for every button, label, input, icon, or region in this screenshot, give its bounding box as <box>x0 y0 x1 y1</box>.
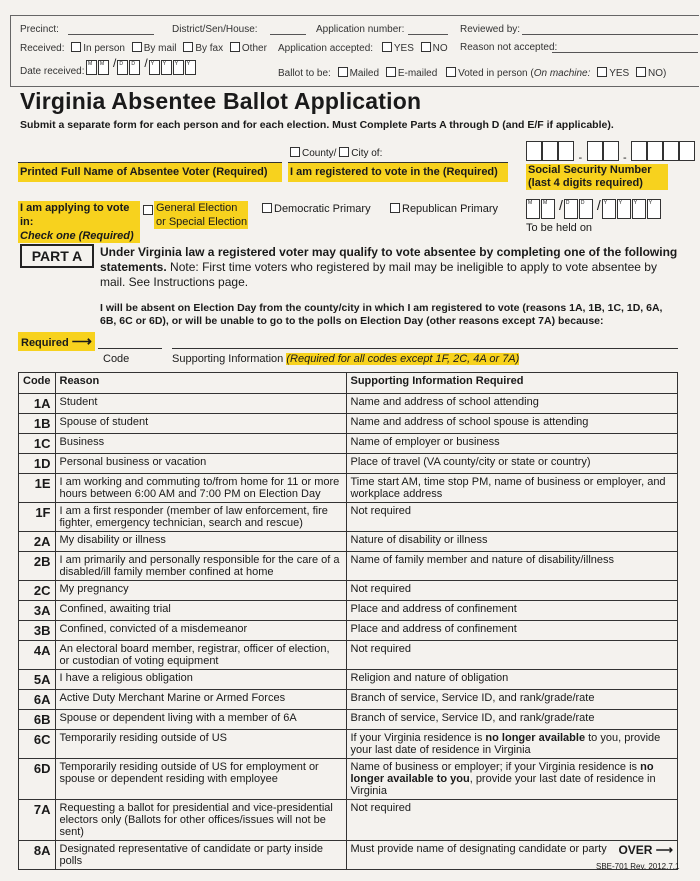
election-date-boxes[interactable]: M M / D D / Y Y Y Y <box>526 199 662 219</box>
row-reason: I am working and commuting to/from home for 11 or more hours between 6:00 AM and 7:00 PM on Election Day <box>55 474 346 503</box>
city-label: City of: <box>351 148 383 159</box>
date-digit-box[interactable]: Y <box>149 60 160 75</box>
date-digit-box[interactable]: Y <box>173 60 184 75</box>
emailed-checkbox[interactable] <box>386 67 396 77</box>
row-info: Not required <box>346 581 678 601</box>
supporting-info-field[interactable] <box>172 348 678 349</box>
row-code: 7A <box>19 800 56 841</box>
ssn-title: Social Security Number <box>528 164 652 176</box>
date-digit-box[interactable]: D <box>579 199 593 219</box>
row-info: Branch of service, Service ID, and rank/grade/rate <box>346 690 678 710</box>
row-code: 1A <box>19 394 56 414</box>
row-info: Name of family member and nature of disability/illness <box>346 552 678 581</box>
date-digit-box[interactable]: M <box>98 60 109 75</box>
precinct-label: Precinct: <box>20 24 59 35</box>
row-reason: Temporarily residing outside of US for employment or spouse or dependent residing with employee <box>55 759 346 800</box>
date-digit-box[interactable]: Y <box>617 199 631 219</box>
dem-primary-label: Democratic Primary <box>274 203 371 215</box>
machine-yes-checkbox[interactable] <box>597 67 607 77</box>
county-label: County/ <box>302 148 337 159</box>
row-reason: My pregnancy <box>55 581 346 601</box>
mailed-label: Mailed <box>349 68 380 79</box>
header-code: Code <box>19 373 56 394</box>
app-number-label: Application number: <box>316 24 405 35</box>
check-one: Check one (Required) <box>20 230 134 242</box>
row-reason: Designated representative of candidate or party inside polls <box>55 841 346 870</box>
machine-no-label: NO) <box>647 68 667 79</box>
date-digit-box[interactable]: Y <box>647 199 661 219</box>
machine-yes-label: YES <box>609 68 630 79</box>
table-row <box>19 670 678 690</box>
row-code: 6D <box>19 759 56 800</box>
row-reason: Temporarily residing outside of US <box>55 730 346 759</box>
table-row <box>19 552 678 581</box>
county-city-row <box>290 147 382 159</box>
row-code: 1F <box>19 503 56 532</box>
row-info: Not required <box>346 641 678 670</box>
info-part: , provide your last date of residence in Virginia <box>350 773 656 797</box>
table-row <box>19 503 678 532</box>
row-reason: An electoral board member, registrar, officer of election, or custodian of voting equipment <box>55 641 346 670</box>
rep-primary-checkbox[interactable] <box>390 203 400 213</box>
table-header-row <box>19 373 678 394</box>
table-row <box>19 621 678 641</box>
accepted-no-checkbox[interactable] <box>421 42 431 52</box>
info-part: Name of business or employer; if your Virginia residence is <box>350 761 641 773</box>
date-digit-box[interactable]: M <box>541 199 555 219</box>
row-code: 3A <box>19 601 56 621</box>
required-text: Required <box>21 337 69 349</box>
info-bold: no longer available to you <box>350 761 654 785</box>
general-label: General Election <box>156 202 238 214</box>
table-row <box>19 800 678 841</box>
table-row <box>19 581 678 601</box>
over-text: OVER <box>618 843 653 857</box>
row-code: 1B <box>19 414 56 434</box>
supporting-note: (Required for all codes except 1F, 2C, 4A or 7A) <box>286 353 520 365</box>
dem-primary-checkbox[interactable] <box>262 203 272 213</box>
row-code: 1D <box>19 454 56 474</box>
part-a-intro <box>100 245 680 290</box>
row-code: 5A <box>19 670 56 690</box>
app-number-field[interactable] <box>408 22 448 35</box>
row-code: 2A <box>19 532 56 552</box>
row-reason: Confined, convicted of a misdemeanor <box>55 621 346 641</box>
app-accepted-row <box>278 42 448 54</box>
accepted-yes-label: YES <box>393 43 414 54</box>
row-reason: Active Duty Merchant Marine or Armed Forces <box>55 690 346 710</box>
by-mail-checkbox[interactable] <box>132 42 142 52</box>
row-info: Branch of service, Service ID, and rank/grade/rate <box>346 710 678 730</box>
held-on-label: To be held on <box>526 222 593 234</box>
row-code: 1E <box>19 474 56 503</box>
row-info: Place and address of confinement <box>346 601 678 621</box>
mailed-checkbox[interactable] <box>338 67 348 77</box>
row-reason: My disability or illness <box>55 532 346 552</box>
printed-name-label[interactable]: Printed Full Name of Absentee Voter (Required) <box>18 162 282 182</box>
ballot-label: Ballot to be: <box>278 68 331 79</box>
page-title: Virginia Absentee Ballot Application <box>20 88 422 114</box>
district-field[interactable] <box>270 22 306 35</box>
row-reason: Business <box>55 434 346 454</box>
arrow-right-icon: ⟶ <box>71 333 92 349</box>
row-info: Place of travel (VA county/city or state or country) <box>346 454 678 474</box>
part-a-note: Note: First time voters who registered by mail may be ineligible to apply to vote absentee by mail. See Instructions page. <box>100 260 657 289</box>
other-label: Other <box>241 43 267 54</box>
by-mail-label: By mail <box>143 43 177 54</box>
table-row <box>19 454 678 474</box>
applying-label <box>18 201 140 243</box>
ssn-label <box>526 164 668 190</box>
by-fax-checkbox[interactable] <box>183 42 193 52</box>
row-reason: I am a first responder (member of law enforcement, fire fighter, emergency technician, search and rescue) <box>55 503 346 532</box>
row-code: 3B <box>19 621 56 641</box>
dem-primary-option[interactable] <box>262 203 371 215</box>
code-label: Code <box>103 353 130 365</box>
table-row <box>19 710 678 730</box>
table-row <box>19 690 678 710</box>
row-info: Religion and nature of obligation <box>346 670 678 690</box>
general-election-checkbox[interactable] <box>143 205 153 215</box>
row-info: Not required <box>346 503 678 532</box>
row-code: 4A <box>19 641 56 670</box>
applying-title: I am applying to vote in: <box>20 202 130 228</box>
row-code: 2B <box>19 552 56 581</box>
code-field[interactable] <box>98 348 162 349</box>
other-checkbox[interactable] <box>230 42 240 52</box>
page-subtitle: Submit a separate form for each person and for each election. Must Complete Parts A through D (and E/F if applicable). <box>20 119 614 131</box>
table-row <box>19 641 678 670</box>
row-reason: Spouse or dependent living with a member of 6A <box>55 710 346 730</box>
row-code: 6C <box>19 730 56 759</box>
date-received-label: Date received: <box>20 66 85 77</box>
row-reason: Spouse of student <box>55 414 346 434</box>
reviewed-by-field[interactable] <box>522 22 698 35</box>
date-digit-box[interactable]: D <box>129 60 140 75</box>
table-row <box>19 414 678 434</box>
arrow-right-icon: ⟶ <box>655 843 673 857</box>
row-info <box>346 730 678 759</box>
info-bold: no longer available <box>485 732 586 744</box>
reasons-table <box>18 372 678 870</box>
part-a-statement: I will be absent on Election Day from the county/city in which I am registered to vote (reasons 1A, 1B, 1C, 1D, 6A, 6B, 6C or 6D), or will be unable to go to the polls on Election Day (other reasons except 7A) because: <box>100 302 663 327</box>
table-row <box>19 394 678 414</box>
reason-not-accepted-field[interactable] <box>552 40 698 53</box>
row-info: Name and address of school spouse is attending <box>346 414 678 434</box>
row-code: 1C <box>19 434 56 454</box>
supporting-label: Supporting Information <box>172 353 284 365</box>
row-reason: I am primarily and personally responsible for the care of a disabled/ill family member confined at home <box>55 552 346 581</box>
header-supporting: Supporting Information Required <box>346 373 678 394</box>
row-info-text: Must provide name of designating candidate or party <box>350 843 607 855</box>
received-label: Received: <box>20 43 65 54</box>
header-reason: Reason <box>55 373 346 394</box>
emailed-label: E-mailed <box>397 68 438 79</box>
required-label <box>18 332 95 351</box>
on-machine-label: On machine: <box>533 68 591 79</box>
row-info: Name of employer or business <box>346 434 678 454</box>
voted-in-person-label: Voted in person ( <box>458 68 534 79</box>
accepted-no-label: NO <box>432 43 448 54</box>
received-row <box>20 42 267 54</box>
row-info: Nature of disability or illness <box>346 532 678 552</box>
voted-in-person-checkbox[interactable] <box>446 67 456 77</box>
over-label <box>618 843 673 857</box>
table-row <box>19 841 678 870</box>
table-row <box>19 474 678 503</box>
date-digit-box[interactable]: Y <box>632 199 646 219</box>
table-row <box>19 759 678 800</box>
info-part: to you, provide your last date of residence in Virginia <box>350 732 661 756</box>
form-number: SBE-701 Rev. 2012.7.1 <box>596 862 680 871</box>
date-received-boxes[interactable]: M M / D D / Y Y Y Y <box>86 59 197 77</box>
row-info <box>346 759 678 800</box>
row-code: 6B <box>19 710 56 730</box>
part-a-bold-text: Under Virginia law a registered voter may qualify to vote absentee by completing one of the following statements. <box>100 245 678 274</box>
part-a-label: PART A <box>20 244 94 268</box>
by-fax-label: By fax <box>195 43 224 54</box>
table-row <box>19 601 678 621</box>
row-code: 2C <box>19 581 56 601</box>
date-digit-box[interactable]: M <box>86 60 97 75</box>
in-person-checkbox[interactable] <box>71 42 81 52</box>
accepted-yes-checkbox[interactable] <box>382 42 392 52</box>
district-label: District/Sen/House: <box>172 24 258 35</box>
date-digit-box[interactable]: D <box>564 199 578 219</box>
row-info: Place and address of confinement <box>346 621 678 641</box>
row-reason: I have a religious obligation <box>55 670 346 690</box>
row-reason: Personal business or vacation <box>55 454 346 474</box>
row-info: Time start AM, time stop PM, name of business or employer, and workplace address <box>346 474 678 503</box>
row-code: 6A <box>19 690 56 710</box>
precinct-field[interactable] <box>68 22 154 35</box>
county-checkbox[interactable] <box>290 147 300 157</box>
date-digit-box[interactable]: M <box>526 199 540 219</box>
supporting-row <box>172 353 519 365</box>
table-row <box>19 434 678 454</box>
general-election-label <box>154 201 248 229</box>
row-reason: Student <box>55 394 346 414</box>
city-checkbox[interactable] <box>339 147 349 157</box>
row-code: 8A <box>19 841 56 870</box>
reason-not-accepted-label: Reason not accepted: <box>460 42 558 53</box>
machine-no-checkbox[interactable] <box>636 67 646 77</box>
ssn-boxes[interactable]: - - <box>526 141 695 166</box>
row-reason: Confined, awaiting trial <box>55 601 346 621</box>
row-info: Not required <box>346 800 678 841</box>
ballot-row <box>278 67 666 79</box>
in-person-label: In person <box>83 43 125 54</box>
special-label: or Special Election <box>156 216 248 228</box>
table-row <box>19 532 678 552</box>
date-digit-box[interactable]: Y <box>185 60 196 75</box>
rep-primary-option[interactable] <box>390 203 498 215</box>
date-digit-box[interactable]: Y <box>602 199 616 219</box>
app-accepted-label: Application accepted: <box>278 43 374 54</box>
table-row <box>19 730 678 759</box>
row-info: Name and address of school attending <box>346 394 678 414</box>
ssn-note: (last 4 digits required) <box>528 177 643 189</box>
date-digit-box[interactable]: Y <box>161 60 172 75</box>
row-reason: Requesting a ballot for presidential and vice-presidential electors only (Ballots for other offices/issues will not be sent) <box>55 800 346 841</box>
registered-in-label[interactable]: I am registered to vote in the (Required) <box>288 162 508 182</box>
rep-primary-label: Republican Primary <box>402 203 498 215</box>
date-digit-box[interactable]: D <box>117 60 128 75</box>
reviewed-by-label: Reviewed by: <box>460 24 521 35</box>
info-part: If your Virginia residence is <box>350 732 486 744</box>
